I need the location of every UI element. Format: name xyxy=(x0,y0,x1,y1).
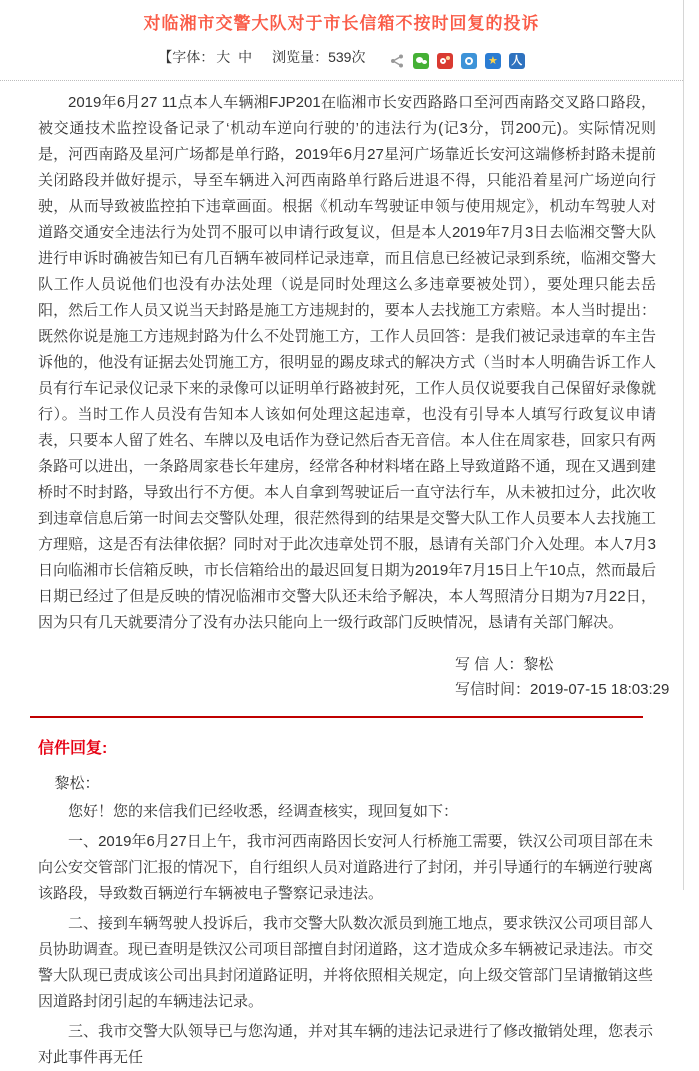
renren-share-icon[interactable] xyxy=(509,53,525,69)
reply-header: 信件回复: xyxy=(38,740,108,758)
reply-paragraph: 二、接到车辆驾驶人投诉后，我市交警大队数次派员到施工地点，要求铁汉公司项目部人员协助调查。现已查明是铁汉公司项目部擅自封闭道路，这才造成众多车辆被记录违法。市交警大队现已责成该公司出具封闭道路证明，并将依照相关规定，向上级交管部门呈请撤销这些因道路封闭引起的车辆违法记录。 xyxy=(38,915,654,1011)
share-bar xyxy=(385,52,524,69)
reply-salutation: 黎松： xyxy=(54,775,100,793)
write-time-value: 2019-07-15 18:03:29 xyxy=(530,681,670,699)
letter-body: 2019年6月27 11点本人车辆湘FJP201在临湘市长安西路路口至河西南路交叉路口路段，被交通技术监控设备记录了‘机动车逆向行驶的’的违法行为(记3分，罚200元)。实际情况则是，河西南路及星河广场都是单行路，2019年6月27星河广场靠近长安河这端修桥封路未提前关闭路段并做好提示，导至车辆进入河西南路单行路后进退不得，只能沿着星河广场逆向行驶，从而导致被监控拍下违章画面。根据《机动车驾驶证申领与使用规定》，机动车驾驶人对道路交通安全违法行为处罚不服可以申请行政复议，但是本人2019年7月3日去临湘交警大队进行申诉时确被告知已有几百辆车被同样记录违章，而且信息已经被记录到系统，临湘交警大队工作人员说他们也没有办法处理（说是同时处理这么多违章要被处罚），要处理只能去岳阳，然后工作人员又说当天封路是施工方违规封的，要本人去找施工方索赔。本人当时提出：既然你说是施工方违规封路为什么不处罚施工方，工作人员回答：是我们被记录违章的车主告诉他的，他没有证据去处罚施工方，很明显的踢皮球式的解决方式（当时本人明确告诉工作人员有行车记录仪记录下来的录像可以证明单行路被封死，工作人员仅说要我自己保留好录像就行）。当时工作人员没有告知本人该如何处理这起违章，也没有引导本人填写行政复议申请表，只要本人留了姓名、车牌以及电话作为登记然后杳无音信。本人住在周家巷，回家只有两条路可以进出，一条路周家巷长年建房，经常各种材料堵在路上导致道路不通，现在又遇到建桥时不时封路，导致出行不方便。本人自拿到驾驶证后一直守法行车，从未被扣过分，此次收到违章信息后第一时间去交警队处理，很茫然得到的结果是交警大队工作人员要本人去找施工方理赔，这是否有法律依据？同时对于此次违章处罚不服，恳请有关部门介入处理。本人7月3日向临湘市长信箱反映，市长信箱给出的最迟回复日期为2019年7月15日上午10点，然而最后日期已经过了但是反映的情况临湘市交警大队还未给予解决，本人驾照清分日期为7月22日，因为只有几天就要清分了没有办法只能向上一级行政部门反映情况，恳请有关部门解决。 xyxy=(38,94,656,632)
font-size-label: 【字体： xyxy=(158,49,215,65)
writer-line xyxy=(455,652,683,677)
font-size-medium-button[interactable]: 中 xyxy=(238,49,253,65)
reply-section xyxy=(0,735,683,1071)
views-label: 浏览量： xyxy=(272,49,329,65)
qq-share-icon[interactable] xyxy=(461,53,477,69)
letter-section xyxy=(0,81,683,702)
section-divider xyxy=(30,716,643,718)
share-icon[interactable] xyxy=(389,53,405,69)
views-count: 539次 xyxy=(328,49,366,65)
weibo-share-icon[interactable] xyxy=(437,53,453,69)
reply-paragraph: 三、我市交警大队领导已与您沟通，并对其车辆的违法记录进行了修改撤销处理，您表示对此事件再无任 xyxy=(38,1023,654,1067)
font-size-large-button[interactable]: 大 xyxy=(216,49,231,65)
wechat-share-icon[interactable] xyxy=(413,53,429,69)
reply-greeting: 您好！您的来信我们已经收悉，经调查核实，现回复如下： xyxy=(68,803,459,821)
reply-paragraph: 一、2019年6月27日上午，我市河西南路因长安河人行桥施工需要，铁汉公司项目部在未向公安交管部门汇报的情况下，自行组织人员对道路进行了封闭，并引导通行的车辆逆行驶离该路段，导致数百辆逆行车辆被电子警察记录违法。 xyxy=(38,833,654,903)
letter-signoff xyxy=(0,652,683,702)
toolbar xyxy=(0,47,683,81)
qzone-favorite-share-icon[interactable] xyxy=(485,53,501,69)
writer-name: 黎松 xyxy=(523,656,554,674)
writer-label: 写 信 人： xyxy=(455,656,524,674)
write-time-line xyxy=(455,677,683,702)
page-title: 对临湘市交警大队对于市长信箱不按时回复的投诉 xyxy=(143,14,540,33)
write-time-label: 写信时间： xyxy=(455,681,531,699)
